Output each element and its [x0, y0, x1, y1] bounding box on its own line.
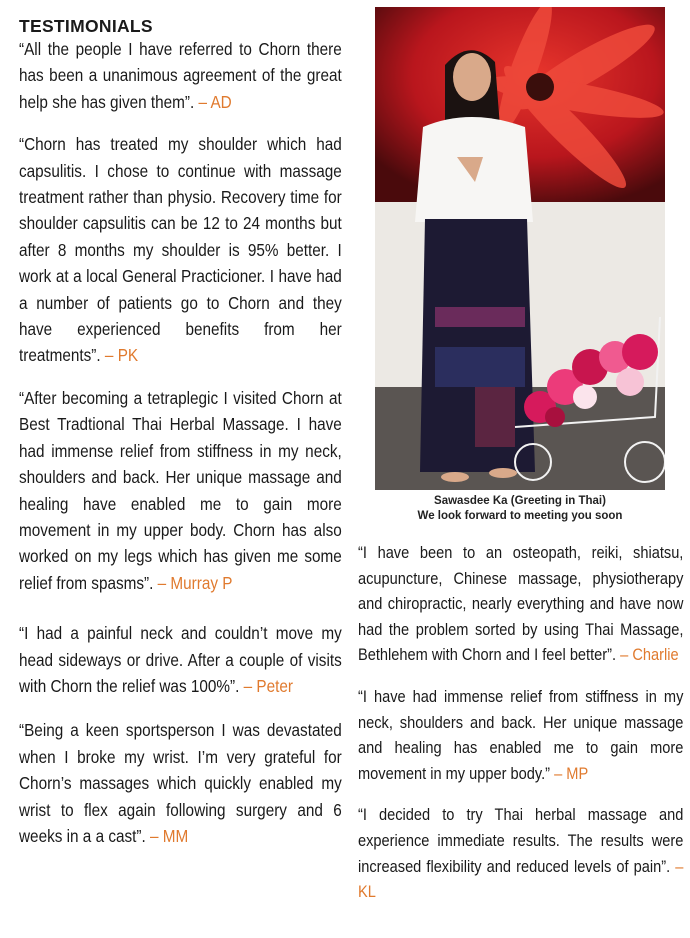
testimonial-text: “Chorn has treated my shoulder which had capsulitis. I chose to continue with massage treatment rather than physio. Recovery time for shoulder capsulitis can be 12 to 24 months but after 8 months my shoulder is 95% better. I work at a local General Practicioner. I have had a number of patients go to Chorn and they have experienced benefits from her treatments”. — [19, 134, 342, 366]
testimonial-author: – MP — [554, 763, 589, 783]
testimonial-author: – PK — [104, 345, 139, 366]
testimonial — [358, 540, 683, 668]
caption-line-2: We look forward to meeting you soon — [417, 510, 623, 522]
photo-illustration — [375, 7, 665, 490]
testimonial-author: – KL — [358, 856, 684, 902]
testimonial-text: “I have had immense relief from stiffness in my neck, shoulders and back. Her unique massage and healing has enabled me to gain more movement in my upper body.” — [358, 686, 684, 783]
testimonial — [358, 802, 683, 904]
testimonial — [19, 131, 342, 369]
testimonial-text: “I had a painful neck and couldn’t move my head sideways or drive. After a couple of visits with Chorn the relief was 100%”. — [19, 623, 342, 696]
testimonial-author: – Peter — [243, 675, 293, 696]
testimonial-text: “After becoming a tetraplegic I visited Chorn at Best Tradtional Thai Herbal Massage. I have had immense relief from stiffness in my neck, shoulders and back. Her unique massage and healing have enabled me to gain more movement in my upper body. Chorn has also worked on my legs which has given me some relief from spasms”. — [19, 387, 342, 593]
left-column — [19, 16, 342, 849]
testimonial-author: – Charlie — [620, 645, 679, 665]
testimonial-author: – Murray P — [157, 572, 233, 593]
testimonial — [19, 36, 342, 115]
testimonial-text: “Being a keen sportsperson I was devastated when I broke my wrist. I’m very grateful for Chorn’s massages which quickly enabled my wrist to flex again following surgery and 6 weeks in a a cast”. — [19, 720, 342, 846]
page-title: TESTIMONIALS — [19, 16, 153, 36]
caption-line-1: Sawasdee Ka (Greeting in Thai) — [434, 495, 606, 507]
testimonial-text: “I decided to try Thai herbal massage and experience immediate results. The results were increased flexibility and reduced levels of pain”. — [358, 805, 684, 876]
testimonial-text: “All the people I have referred to Chorn there has been a unanimous agreement of the great help she has given them”. — [19, 39, 342, 112]
photo — [375, 7, 665, 490]
photo-caption — [375, 494, 665, 524]
testimonial-text: “I have been to an osteopath, reiki, shiatsu, acupuncture, Chinese massage, physiotherapy and chiropractic, nearly everything and have now had the problem sorted by using Thai Massage, Bethlehem with Chorn and I feel better”. — [358, 543, 684, 665]
testimonial — [19, 385, 342, 596]
testimonial-author: – MM — [150, 825, 189, 846]
testimonial — [358, 684, 683, 786]
testimonial-author: – AD — [198, 91, 232, 112]
testimonial — [19, 717, 342, 849]
testimonial — [19, 620, 342, 699]
right-column — [358, 540, 684, 905]
